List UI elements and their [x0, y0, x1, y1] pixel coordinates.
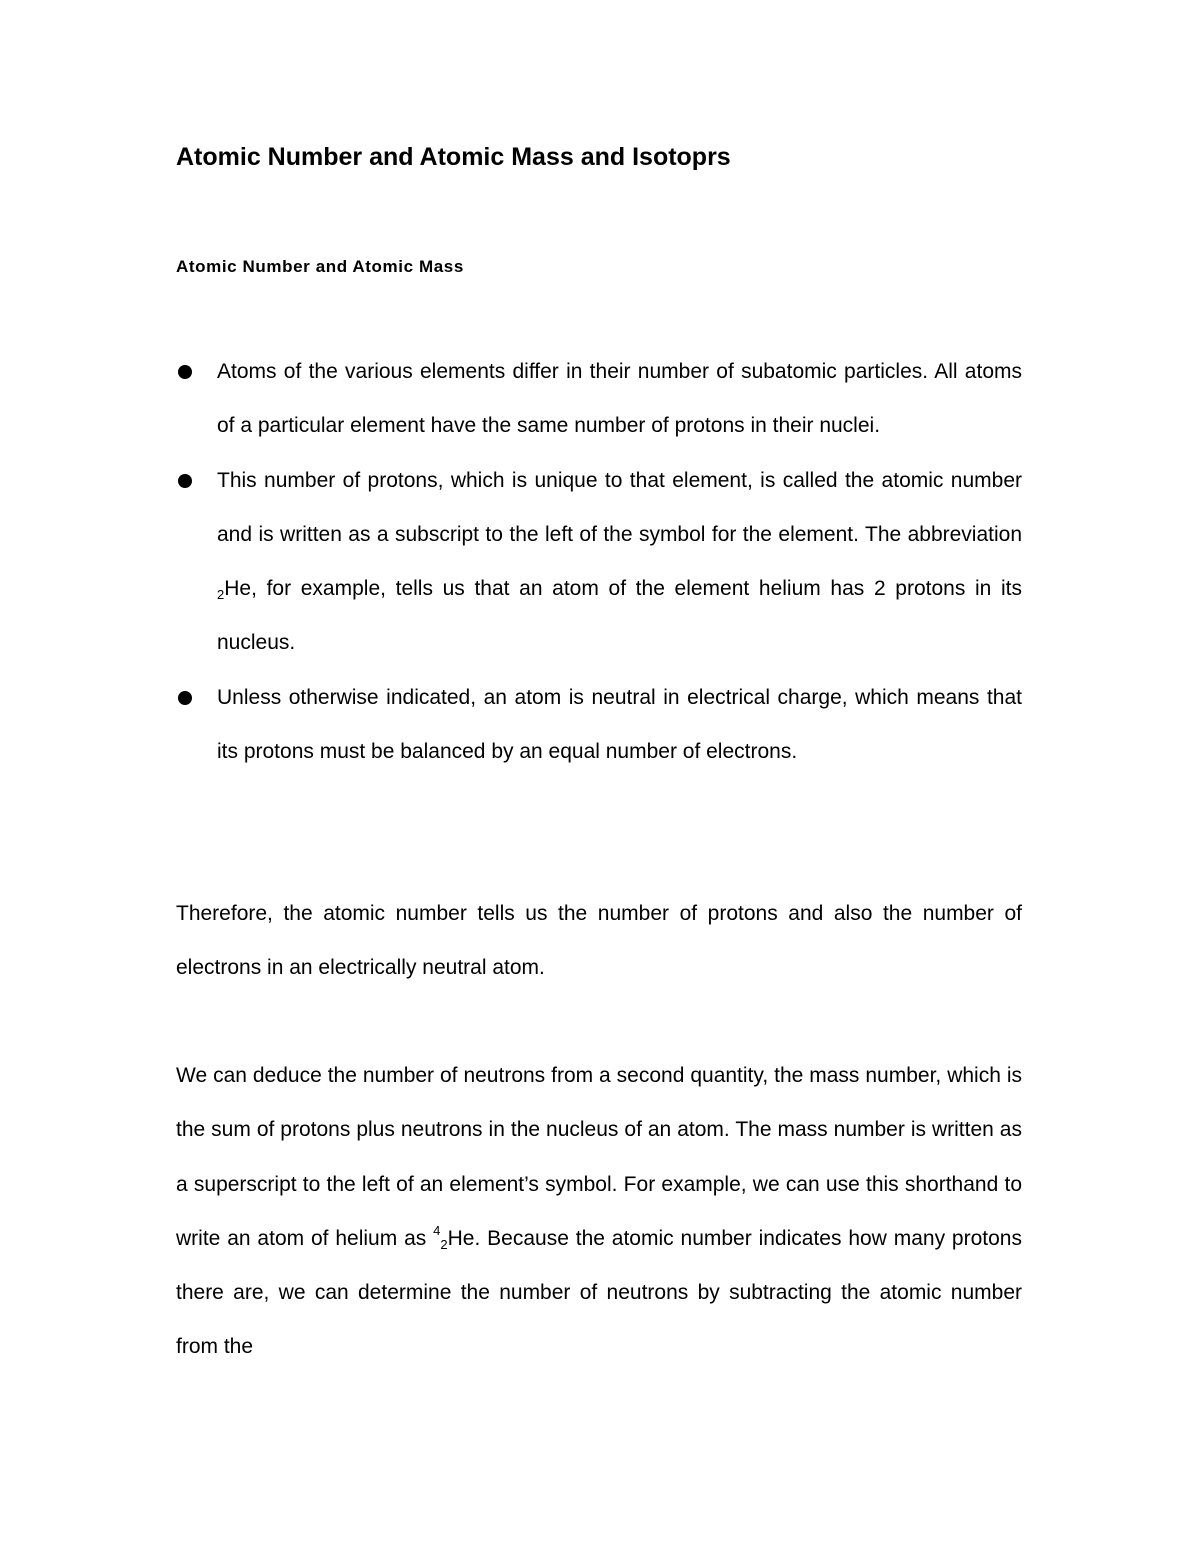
- element-symbol: He: [224, 577, 252, 601]
- list-item: [176, 671, 1022, 780]
- body-paragraph: [176, 1049, 1022, 1375]
- bullet-list: [176, 345, 1022, 779]
- mass-number-superscript: 4: [433, 1222, 441, 1238]
- body-paragraph: Therefore, the atomic number tells us the number of protons and also the number of electrons in an electrically neutral atom.: [176, 902, 1022, 980]
- bullet-text: Unless otherwise indicated, an atom is neutral in electrical charge, which means that its protons must be balanced by an equal number of electrons.: [217, 685, 1022, 764]
- list-item: [176, 345, 1022, 454]
- document-title: Atomic Number and Atomic Mass and Isotoprs: [176, 143, 731, 171]
- bullet-text: This number of protons, which is unique to that element, is called the atomic number and is written as a subscript to the left of the symbol for the element. The abbreviation: [217, 468, 1022, 546]
- atomic-number-subscript: 2: [440, 1236, 448, 1252]
- bullet-text-continued: , for example, tells us that an atom of the element helium has 2 protons in its nucleus.: [217, 577, 1022, 655]
- section-heading: Atomic Number and Atomic Mass: [176, 257, 464, 276]
- paragraph-text-continued: . Because the atomic number indicates how many protons there are, we can determine the number of neutrons by subtracting the atomic number from the: [176, 1226, 1022, 1359]
- bullet-icon: [178, 474, 192, 488]
- element-symbol: He: [447, 1226, 475, 1250]
- bullet-icon: [178, 691, 192, 705]
- list-item: [176, 454, 1022, 671]
- bullet-text: Atoms of the various elements differ in their number of subatomic particles. All atoms of a particular element have the same number of protons in their nuclei.: [217, 360, 1022, 438]
- bullet-icon: [178, 365, 192, 379]
- paragraph-text: We can deduce the number of neutrons from a second quantity, the mass number, which is the sum of protons plus neutrons in the nucleus of an atom. The mass number is written as a superscript to the left of an element’s symbol. For example, we can use this shorthand to write an atom of helium as: [176, 1064, 1022, 1250]
- atomic-number-subscript: 2: [217, 587, 225, 603]
